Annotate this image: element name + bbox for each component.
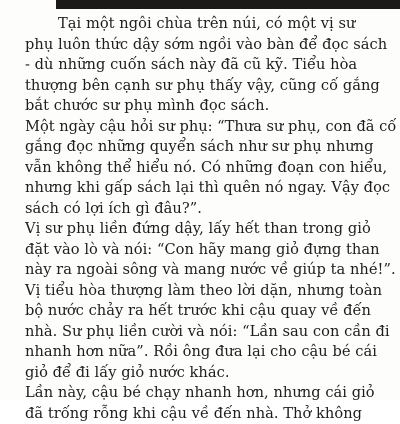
text-line: nhanh hơn nữa”. Rồi ông đưa lại cho cậu bé cái (25, 342, 397, 363)
story-text (25, 14, 397, 424)
text-line: bắt chước sư phụ mình đọc sách. (25, 96, 397, 117)
text-line: đặt vào lò và nói: “Con hãy mang giỏ đựng than (25, 240, 397, 261)
text-line: Tại một ngôi chùa trên núi, có một vị sư (25, 14, 397, 35)
text-line: nhưng khi gấp sách lại thì quên nó ngay. Vậy đọc (25, 178, 397, 199)
text-line: - dù những cuốn sách này đã cũ kỹ. Tiểu hòa (25, 55, 397, 76)
text-line: nhà. Sư phụ liền cười và nói: “Lần sau con cần đi (25, 322, 397, 343)
text-line: giỏ để đi lấy giỏ nước khác. (25, 363, 397, 384)
text-line: vẫn không thể hiểu nó. Có những đoạn con hiểu, (25, 158, 397, 179)
text-line: Vị sư phụ liền đứng dậy, lấy hết than trong giỏ (25, 219, 397, 240)
text-line: Một ngày cậu hỏi sư phụ: “Thưa sư phụ, con đã cố (25, 117, 397, 138)
text-line: đã trống rỗng khi cậu về đến nhà. Thở không (25, 404, 397, 424)
text-line: thượng bên cạnh sư phụ thấy vậy, cũng cố gắng (25, 76, 397, 97)
page-header-bar (56, 0, 400, 9)
text-line: phụ luôn thức dậy sớm ngồi vào bàn để đọc sách (25, 35, 397, 56)
text-line: Vị tiểu hòa thượng làm theo lời dặn, nhưng toàn (25, 281, 397, 302)
text-line: này ra ngoài sông và mang nước về giúp ta nhé!”. (25, 260, 397, 281)
text-line: bộ nước chảy ra hết trước khi cậu quay về đến (25, 301, 397, 322)
text-line: sách có lợi ích gì đâu?”. (25, 199, 397, 220)
text-line: Lần này, cậu bé chạy nhanh hơn, nhưng cái giỏ (25, 383, 397, 404)
text-line: gắng đọc những quyển sách như sư phụ nhưng (25, 137, 397, 158)
